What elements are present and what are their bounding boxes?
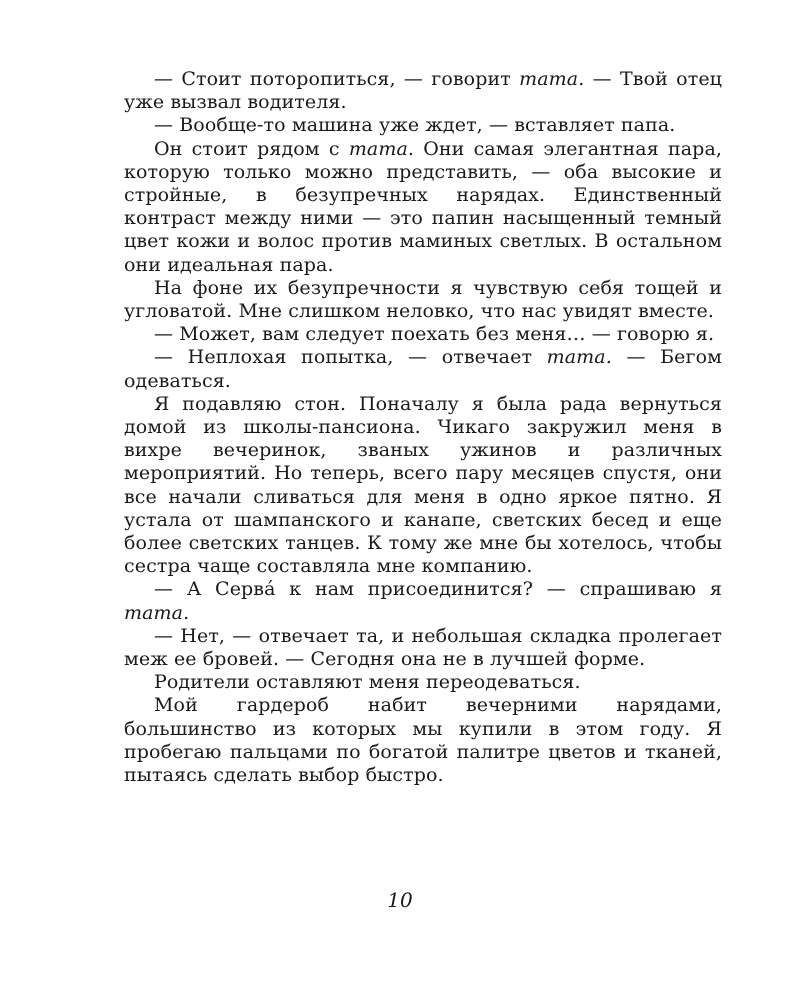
italic-word: mama. (348, 137, 415, 160)
paragraph: Он стоит рядом с mama. Они самая элегантная пара, которую только можно представить, — оба высокие и стройные, в безупречных нарядах. Единственный контраст между ними — это папин насыщенный темный цвет кожи и волос против маминых светлых. В остальном они идеальная пара. (124, 137, 723, 276)
paragraph: — Неплохая попытка, — отвечает mama. — Бегом одеваться. (124, 346, 722, 392)
italic-word: mama. (546, 346, 612, 369)
paragraph: — А Серва́ к нам присоединится? — спрашиваю я mama. (124, 578, 722, 624)
book-page-text (124, 68, 722, 787)
italic-word: mama. (519, 68, 585, 90)
paragraph: Мой гардероб набит вечерними нарядами, большинство из которых мы купили в этом году. Я пробегаю пальцами по богатой палитре цветов и тканей, пытаясь сделать выбор быстро. (124, 694, 722, 787)
italic-word: mama. (124, 601, 190, 624)
paragraph: На фоне их безупречности я чувствую себя тощей и угловатой. Мне слишком неловко, что нас увидят вместе. (124, 276, 722, 323)
paragraph: — Вообще-то машина уже ждет, — вставляет папа. (154, 114, 676, 137)
paragraph: — Нет, — отвечает та, и небольшая складка пролегает меж ее бровей. — Сегодня она не в лучшей форме. (124, 624, 722, 671)
paragraph: Родители оставляют меня переодеваться. (154, 671, 581, 694)
paragraph: — Может, вам следует поехать без меня… — говорю я. (154, 323, 715, 346)
paragraph: — Стоит поторопиться, — говорит mama. — Твой отец уже вызвал водителя. (124, 68, 722, 114)
paragraph: Я подавляю стон. Поначалу я была рада вернуться домой из школы-пансиона. Чикаго закружил меня в вихре вечеринок, званых ужинов и различных мероприятий. Но теперь, всего пару месяцев спустя, они все начали сливаться для меня в одно яркое пятно. Я устала от шампанского и канапе, светских бесед и еще более светских танцев. К тому же мне бы хотелось, чтобы сестра чаще составляла мне компанию. (124, 392, 722, 578)
page-number: 10 (387, 888, 413, 912)
